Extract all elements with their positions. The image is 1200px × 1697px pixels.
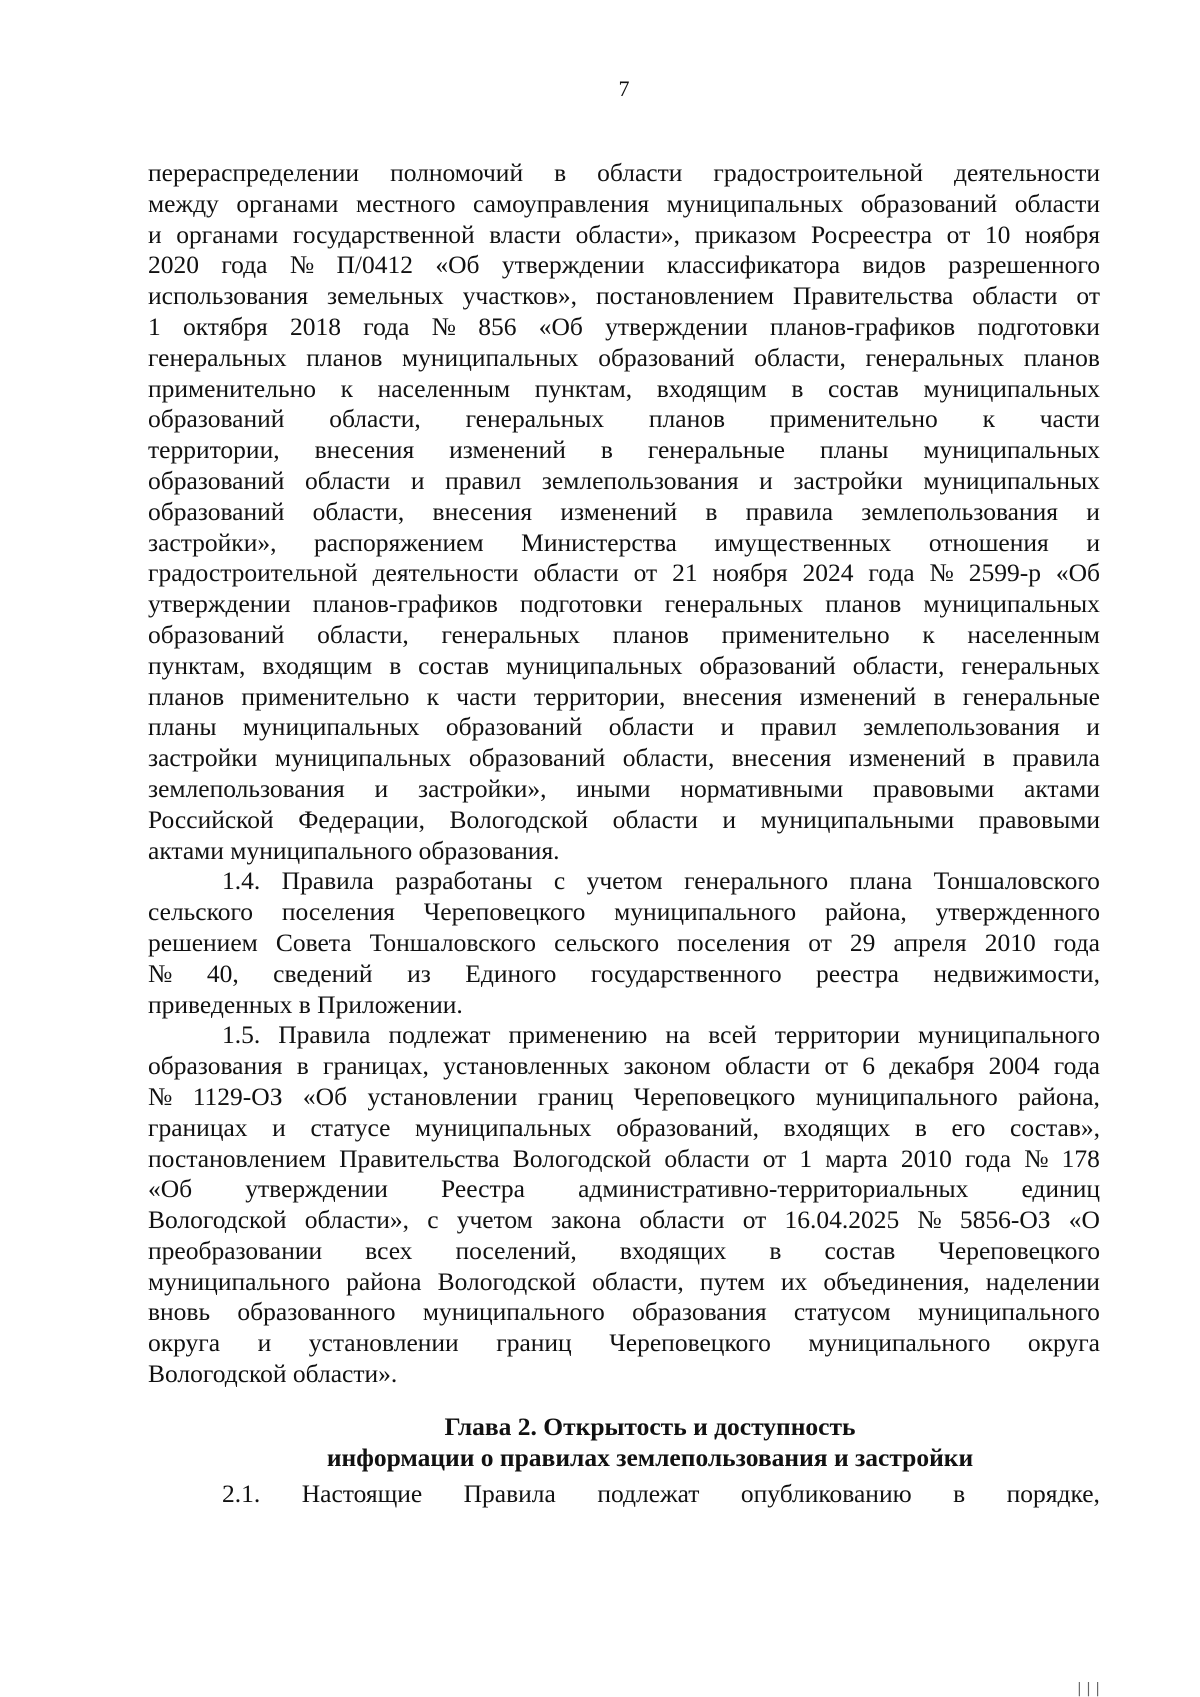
text-line: землепользования и застройки», иными нормативными правовыми актами	[148, 773, 1100, 803]
text-line: Вологодской области», с учетом закона области от 16.04.2025 № 5856-ОЗ «О	[148, 1205, 1100, 1235]
text-line: 1 октября 2018 года № 856 «Об утверждении планов-графиков подготовки	[148, 311, 1100, 341]
text-line: округа и установлении границ Череповецкого муниципального округа	[148, 1328, 1100, 1358]
paragraph-continuation	[148, 158, 1100, 866]
text-line: застройки», распоряжением Министерства имущественных отношения и	[148, 527, 1100, 557]
text-line: 1.5. Правила подлежат применению на всей территории муниципального	[222, 1020, 1100, 1050]
text-line: между органами местного самоуправления муниципальных образований области	[148, 188, 1100, 218]
text-line: 1.4. Правила разработаны с учетом генерального плана Тоншаловского	[222, 866, 1100, 896]
text-line: утверждении планов-графиков подготовки генеральных планов муниципальных	[148, 589, 1100, 619]
text-line: перераспределении полномочий в области градостроительной деятельности	[148, 158, 1100, 187]
text-line: планов применительно к части территории, внесения изменений в генеральные	[148, 681, 1100, 711]
text-line: использования земельных участков», постановлением Правительства области от	[148, 281, 1100, 311]
text-line: 2.1. Настоящие Правила подлежат опубликованию в порядке,	[222, 1479, 1100, 1509]
chapter-title-line-2: информации о правилах землепользования и застройки	[326, 1442, 974, 1472]
text-line: образований области, внесения изменений в правила землепользования и	[148, 496, 1100, 526]
text-line: вновь образованного муниципального образования статусом муниципального	[148, 1297, 1100, 1327]
text-line: и органами государственной власти области», приказом Росреестра от 10 ноября	[148, 219, 1100, 249]
text-line: застройки муниципальных образований области, внесения изменений в правила	[148, 743, 1100, 773]
text-line: территории, внесения изменений в генеральные планы муниципальных	[148, 435, 1100, 465]
text-line: генеральных планов муниципальных образований области, генеральных планов	[148, 342, 1100, 372]
text-line: образований области, генеральных планов применительно к населенным	[148, 619, 1100, 649]
text-line: приведенных в Приложении.	[148, 989, 463, 1019]
scan-margin-mark: | | |	[1076, 1681, 1100, 1697]
text-line: преобразовании всех поселений, входящих в состав Череповецкого	[148, 1235, 1100, 1265]
text-line: Российской Федерации, Вологодской области и муниципальными правовыми	[148, 804, 1100, 834]
text-line: сельского поселения Череповецкого муниципального района, утвержденного	[148, 897, 1100, 927]
document-body	[148, 158, 1100, 1510]
text-line: пунктам, входящим в состав муниципальных образований области, генеральных	[148, 650, 1100, 680]
text-line: границах и статусе муниципальных образований, входящих в его состав»,	[148, 1112, 1100, 1142]
chapter-title-line-1: Глава 2. Открытость и доступность	[444, 1411, 856, 1441]
text-line: решением Совета Тоншаловского сельского поселения от 29 апреля 2010 года	[148, 927, 1100, 957]
chapter-2-heading	[148, 1412, 1100, 1474]
text-line: № 40, сведений из Единого государственного реестра недвижимости,	[148, 958, 1100, 988]
text-line: образований области и правил землепользования и застройки муниципальных	[148, 465, 1100, 495]
paragraph-2-1	[148, 1479, 1100, 1510]
text-line: градостроительной деятельности области от 21 ноября 2024 года № 2599-р «Об	[148, 558, 1100, 588]
text-line: актами муниципального образования.	[148, 835, 560, 865]
text-line: постановлением Правительства Вологодской области от 1 марта 2010 года № 178	[148, 1143, 1100, 1173]
text-line: образования в границах, установленных законом области от 6 декабря 2004 года	[148, 1051, 1100, 1081]
text-line: № 1129-ОЗ «Об установлении границ Череповецкого муниципального района,	[148, 1081, 1100, 1111]
text-line: Вологодской области».	[148, 1359, 398, 1389]
paragraph-1-4	[148, 866, 1100, 1020]
text-line: муниципального района Вологодской области, путем их объединения, наделении	[148, 1266, 1100, 1296]
text-line: образований области, генеральных планов применительно к части	[148, 404, 1100, 434]
text-line: применительно к населенным пунктам, входящим в состав муниципальных	[148, 373, 1100, 403]
text-line: 2020 года № П/0412 «Об утверждении классификатора видов разрешенного	[148, 250, 1100, 280]
page-number: 7	[618, 76, 630, 101]
text-line: «Об утверждении Реестра административно-территориальных единиц	[148, 1174, 1100, 1204]
paragraph-1-5	[148, 1020, 1100, 1390]
text-line: планы муниципальных образований области и правил землепользования и	[148, 712, 1100, 742]
